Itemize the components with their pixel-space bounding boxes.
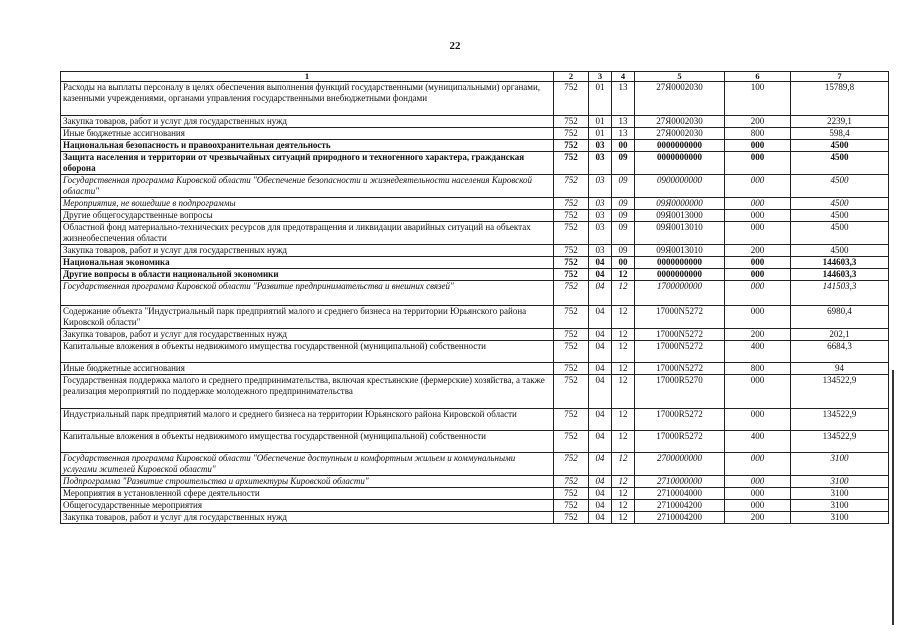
- row-value-cell-7: 144603,3: [791, 269, 889, 281]
- row-value-cell-6: 000: [725, 306, 791, 329]
- row-value-cell-6: 000: [725, 257, 791, 269]
- row-value-cell-2: 752: [554, 512, 589, 524]
- row-name-cell: Закупка товаров, работ и услуг для государственных нужд: [61, 116, 554, 128]
- row-value-cell-5: 09Я0000000: [635, 198, 725, 210]
- row-value-cell-5: 2700000000: [635, 453, 725, 476]
- header-col-4: 4: [612, 72, 635, 82]
- row-value-cell-2: 752: [554, 140, 589, 152]
- row-value-cell-2: 752: [554, 175, 589, 198]
- row-value-cell-7: 598,4: [791, 128, 889, 140]
- table-row: [61, 375, 889, 409]
- row-value-cell-3: 01: [589, 128, 612, 140]
- margin-bar: [892, 370, 894, 625]
- row-name-cell: Другие вопросы в области национальной экономики: [61, 269, 554, 281]
- row-value-cell-6: 000: [725, 175, 791, 198]
- table-row: [61, 222, 889, 245]
- row-value-cell-2: 752: [554, 198, 589, 210]
- row-value-cell-7: 94: [791, 363, 889, 375]
- table-body: [61, 72, 889, 524]
- row-value-cell-7: 4500: [791, 152, 889, 175]
- row-value-cell-6: 200: [725, 512, 791, 524]
- row-value-cell-6: 200: [725, 116, 791, 128]
- row-value-cell-3: 04: [589, 329, 612, 341]
- row-value-cell-4: 12: [612, 431, 635, 453]
- row-value-cell-6: 400: [725, 431, 791, 453]
- row-value-cell-5: 17000N5272: [635, 329, 725, 341]
- row-value-cell-6: 800: [725, 363, 791, 375]
- row-value-cell-3: 04: [589, 306, 612, 329]
- row-value-cell-2: 752: [554, 82, 589, 116]
- row-value-cell-6: 800: [725, 128, 791, 140]
- row-value-cell-3: 01: [589, 116, 612, 128]
- row-value-cell-7: 15789,8: [791, 82, 889, 116]
- row-value-cell-7: 141503,3: [791, 281, 889, 306]
- row-value-cell-4: 12: [612, 329, 635, 341]
- row-name-cell: Закупка товаров, работ и услуг для государственных нужд: [61, 245, 554, 257]
- row-value-cell-6: 400: [725, 341, 791, 363]
- row-value-cell-3: 01: [589, 82, 612, 116]
- row-name-cell: Капитальные вложения в объекты недвижимого имущества государственной (муниципальной) собственности: [61, 431, 554, 453]
- row-value-cell-6: 000: [725, 453, 791, 476]
- row-value-cell-7: 4500: [791, 245, 889, 257]
- row-value-cell-4: 12: [612, 363, 635, 375]
- budget-table: [60, 71, 889, 524]
- row-value-cell-4: 12: [612, 453, 635, 476]
- row-value-cell-2: 752: [554, 306, 589, 329]
- row-value-cell-7: 3100: [791, 488, 889, 500]
- row-value-cell-7: 4500: [791, 198, 889, 210]
- row-value-cell-3: 04: [589, 431, 612, 453]
- table-row: [61, 306, 889, 329]
- row-name-cell: Областной фонд материально-технических ресурсов для предотвращения и ликвидации аварийных ситуаций на объектах жизнеобеспечения области: [61, 222, 554, 245]
- row-value-cell-2: 752: [554, 210, 589, 222]
- row-value-cell-3: 04: [589, 363, 612, 375]
- row-value-cell-4: 12: [612, 512, 635, 524]
- table-row: [61, 363, 889, 375]
- row-value-cell-3: 04: [589, 269, 612, 281]
- row-value-cell-4: 09: [612, 210, 635, 222]
- row-value-cell-2: 752: [554, 453, 589, 476]
- row-value-cell-3: 03: [589, 140, 612, 152]
- table-row: [61, 500, 889, 512]
- row-value-cell-5: 27Я0002030: [635, 128, 725, 140]
- row-name-cell: Государственная поддержка малого и среднего предпринимательства, включая крестьянские (фермерские) хозяйства, а также реализация мероприятий по поддержке молодежного предпринимательства: [61, 375, 554, 409]
- row-value-cell-4: 12: [612, 306, 635, 329]
- row-name-cell: Иные бюджетные ассигнования: [61, 363, 554, 375]
- row-value-cell-4: 00: [612, 140, 635, 152]
- row-value-cell-5: 1700000000: [635, 281, 725, 306]
- row-value-cell-6: 000: [725, 269, 791, 281]
- row-value-cell-7: 134522,9: [791, 409, 889, 431]
- row-value-cell-5: 17000N5272: [635, 341, 725, 363]
- row-value-cell-5: 09Я0013010: [635, 222, 725, 245]
- header-col-2: 2: [554, 72, 589, 82]
- table-row: [61, 82, 889, 116]
- row-value-cell-2: 752: [554, 329, 589, 341]
- row-value-cell-4: 12: [612, 500, 635, 512]
- row-value-cell-6: 100: [725, 82, 791, 116]
- row-value-cell-6: 000: [725, 409, 791, 431]
- table-row: [61, 341, 889, 363]
- row-value-cell-2: 752: [554, 431, 589, 453]
- row-value-cell-6: 200: [725, 329, 791, 341]
- table-row: [61, 257, 889, 269]
- row-value-cell-5: 27Я0002030: [635, 116, 725, 128]
- row-name-cell: Капитальные вложения в объекты недвижимого имущества государственной (муниципальной) собственности: [61, 341, 554, 363]
- row-value-cell-5: 0000000000: [635, 140, 725, 152]
- row-value-cell-4: 09: [612, 152, 635, 175]
- row-name-cell: Индустриальный парк предприятий малого и среднего бизнеса на территории Юрьянского района Кировской области: [61, 409, 554, 431]
- table-row: [61, 175, 889, 198]
- row-value-cell-4: 13: [612, 128, 635, 140]
- row-name-cell: Государственная программа Кировской области "Обеспечение доступным и комфортным жильем и коммунальными услугами жителей Кировской области": [61, 453, 554, 476]
- row-value-cell-6: 000: [725, 152, 791, 175]
- table-row: [61, 245, 889, 257]
- row-value-cell-4: 13: [612, 116, 635, 128]
- row-value-cell-3: 03: [589, 198, 612, 210]
- row-value-cell-3: 04: [589, 500, 612, 512]
- row-name-cell: Закупка товаров, работ и услуг для государственных нужд: [61, 329, 554, 341]
- table-row: [61, 329, 889, 341]
- row-value-cell-6: 000: [725, 210, 791, 222]
- row-value-cell-2: 752: [554, 257, 589, 269]
- row-value-cell-6: 000: [725, 375, 791, 409]
- row-value-cell-3: 03: [589, 175, 612, 198]
- row-value-cell-2: 752: [554, 222, 589, 245]
- row-value-cell-6: 000: [725, 198, 791, 210]
- header-col-7: 7: [791, 72, 889, 82]
- row-value-cell-2: 752: [554, 245, 589, 257]
- row-value-cell-6: 000: [725, 500, 791, 512]
- row-value-cell-3: 04: [589, 512, 612, 524]
- table-row: [61, 116, 889, 128]
- row-name-cell: Государственная программа Кировской области "Обеспечение безопасности и жизнедеятельности населения Кировской области": [61, 175, 554, 198]
- row-name-cell: Защита населения и территории от чрезвычайных ситуаций природного и техногенного характера, гражданская оборона: [61, 152, 554, 175]
- row-value-cell-6: 200: [725, 245, 791, 257]
- row-value-cell-7: 3100: [791, 500, 889, 512]
- table-row: [61, 453, 889, 476]
- row-value-cell-4: 12: [612, 488, 635, 500]
- row-name-cell: Государственная программа Кировской области "Развитие предпринимательства и внешних связей": [61, 281, 554, 306]
- row-value-cell-7: 202,1: [791, 329, 889, 341]
- row-value-cell-2: 752: [554, 375, 589, 409]
- row-value-cell-3: 04: [589, 281, 612, 306]
- table-row: [61, 140, 889, 152]
- row-name-cell: Национальная экономика: [61, 257, 554, 269]
- row-value-cell-2: 752: [554, 476, 589, 488]
- row-value-cell-2: 752: [554, 341, 589, 363]
- row-value-cell-3: 03: [589, 222, 612, 245]
- row-value-cell-3: 04: [589, 375, 612, 409]
- row-name-cell: Содержание объекта "Индустриальный парк предприятий малого и среднего бизнеса на территории Юрьянского района Кировской области": [61, 306, 554, 329]
- row-value-cell-5: 2710000000: [635, 476, 725, 488]
- row-value-cell-7: 134522,9: [791, 375, 889, 409]
- header-row: [61, 72, 889, 82]
- row-value-cell-3: 04: [589, 453, 612, 476]
- row-value-cell-5: 0000000000: [635, 152, 725, 175]
- row-value-cell-3: 04: [589, 476, 612, 488]
- row-value-cell-2: 752: [554, 409, 589, 431]
- row-value-cell-4: 12: [612, 409, 635, 431]
- row-value-cell-5: 17000R5272: [635, 431, 725, 453]
- page-number: 22: [449, 40, 461, 52]
- table-row: [61, 198, 889, 210]
- row-name-cell: Национальная безопасность и правоохранительная деятельность: [61, 140, 554, 152]
- row-value-cell-7: 134522,9: [791, 431, 889, 453]
- row-value-cell-7: 3100: [791, 453, 889, 476]
- row-value-cell-6: 000: [725, 488, 791, 500]
- row-value-cell-5: 17000R5270: [635, 375, 725, 409]
- row-value-cell-4: 00: [612, 257, 635, 269]
- row-value-cell-4: 09: [612, 198, 635, 210]
- row-value-cell-5: 17000N5272: [635, 363, 725, 375]
- table-row: [61, 210, 889, 222]
- table-row: [61, 409, 889, 431]
- row-value-cell-2: 752: [554, 488, 589, 500]
- row-value-cell-7: 6980,4: [791, 306, 889, 329]
- row-value-cell-6: 000: [725, 476, 791, 488]
- row-value-cell-5: 0000000000: [635, 269, 725, 281]
- table-row: [61, 431, 889, 453]
- row-value-cell-5: 2710004000: [635, 488, 725, 500]
- row-value-cell-2: 752: [554, 500, 589, 512]
- row-value-cell-5: 2710004200: [635, 512, 725, 524]
- table-row: [61, 152, 889, 175]
- header-col-1: 1: [61, 72, 554, 82]
- row-value-cell-4: 12: [612, 341, 635, 363]
- row-value-cell-3: 04: [589, 488, 612, 500]
- header-col-5: 5: [635, 72, 725, 82]
- table-row: [61, 128, 889, 140]
- row-value-cell-7: 4500: [791, 210, 889, 222]
- row-name-cell: Подпрограмма "Развитие строительства и архитектуры Кировской области": [61, 476, 554, 488]
- row-value-cell-5: 09Я0013010: [635, 245, 725, 257]
- row-value-cell-2: 752: [554, 116, 589, 128]
- row-value-cell-6: 000: [725, 140, 791, 152]
- row-value-cell-4: 13: [612, 82, 635, 116]
- row-value-cell-3: 03: [589, 152, 612, 175]
- row-value-cell-2: 752: [554, 128, 589, 140]
- row-value-cell-6: 000: [725, 281, 791, 306]
- header-col-3: 3: [589, 72, 612, 82]
- row-value-cell-7: 144603,3: [791, 257, 889, 269]
- table-row: [61, 476, 889, 488]
- row-value-cell-7: 3100: [791, 476, 889, 488]
- row-value-cell-5: 09Я0013000: [635, 210, 725, 222]
- header-col-6: 6: [725, 72, 791, 82]
- row-value-cell-3: 03: [589, 210, 612, 222]
- row-value-cell-5: 17000R5272: [635, 409, 725, 431]
- row-value-cell-2: 752: [554, 281, 589, 306]
- row-value-cell-3: 04: [589, 341, 612, 363]
- table-row: [61, 512, 889, 524]
- row-value-cell-4: 12: [612, 281, 635, 306]
- row-value-cell-4: 09: [612, 245, 635, 257]
- row-value-cell-4: 12: [612, 476, 635, 488]
- row-value-cell-5: 27Я0002030: [635, 82, 725, 116]
- table-row: [61, 269, 889, 281]
- row-name-cell: Мероприятия, не вошедшие в подпрограммы: [61, 198, 554, 210]
- row-value-cell-4: 09: [612, 222, 635, 245]
- row-value-cell-2: 752: [554, 269, 589, 281]
- row-name-cell: Расходы на выплаты персоналу в целях обеспечения выполнения функций государственными (муниципальными) органами, казенными учреждениями, органами управления государственными внебюджетными фондами: [61, 82, 554, 116]
- row-value-cell-3: 04: [589, 409, 612, 431]
- row-value-cell-2: 752: [554, 152, 589, 175]
- row-name-cell: Общегосударственные мероприятия: [61, 500, 554, 512]
- table-row: [61, 488, 889, 500]
- row-value-cell-7: 4500: [791, 140, 889, 152]
- table-row: [61, 281, 889, 306]
- row-name-cell: Мероприятия в установленной сфере деятельности: [61, 488, 554, 500]
- row-value-cell-7: 2239,1: [791, 116, 889, 128]
- row-name-cell: Закупка товаров, работ и услуг для государственных нужд: [61, 512, 554, 524]
- row-value-cell-5: 0000000000: [635, 257, 725, 269]
- row-value-cell-5: 17000N5272: [635, 306, 725, 329]
- row-value-cell-3: 03: [589, 245, 612, 257]
- row-value-cell-7: 4500: [791, 222, 889, 245]
- row-value-cell-4: 12: [612, 375, 635, 409]
- row-value-cell-4: 12: [612, 269, 635, 281]
- row-value-cell-7: 4500: [791, 175, 889, 198]
- row-value-cell-2: 752: [554, 363, 589, 375]
- row-value-cell-6: 000: [725, 222, 791, 245]
- row-name-cell: Иные бюджетные ассигнования: [61, 128, 554, 140]
- row-name-cell: Другие общегосударственные вопросы: [61, 210, 554, 222]
- row-value-cell-7: 3100: [791, 512, 889, 524]
- row-value-cell-5: 0900000000: [635, 175, 725, 198]
- row-value-cell-7: 6684,3: [791, 341, 889, 363]
- row-value-cell-4: 09: [612, 175, 635, 198]
- row-value-cell-5: 2710004200: [635, 500, 725, 512]
- row-value-cell-3: 04: [589, 257, 612, 269]
